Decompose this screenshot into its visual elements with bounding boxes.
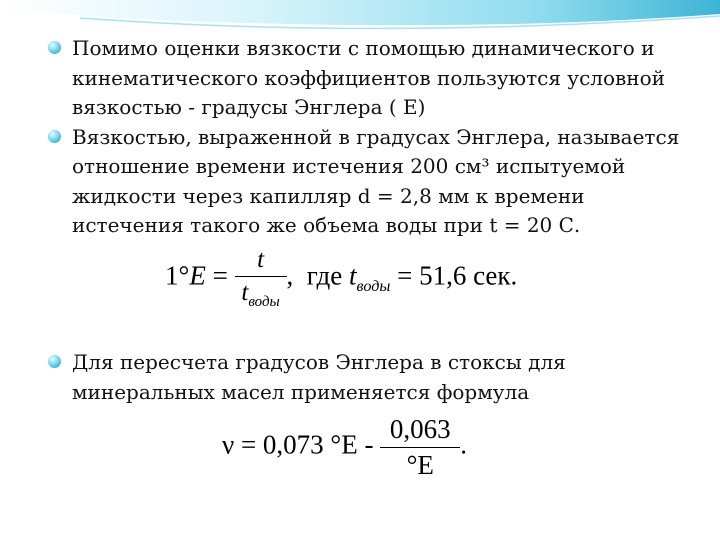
- fraction-numerator: t: [257, 246, 265, 273]
- engler-formula: [165, 246, 517, 311]
- fraction-numerator: 0,063: [389, 414, 451, 444]
- bullet-icon: [48, 355, 61, 368]
- formula2-fraction: [380, 414, 460, 481]
- bullet-text: Вязкостью, выраженной в градусах Энглера, называется отношение времени истечения 200 см³ испытуемой жидкости через капилляр d = 2,8 мм к времени истечения такого же объема воды при t = 20 С.: [72, 124, 680, 237]
- formula-rhs-value: = 51,6 сек.: [390, 260, 518, 291]
- bullet-text: Для пересчета градусов Энглера в стоксы для минеральных масел применяется формула: [72, 350, 566, 404]
- formula-lhs-var: E: [189, 260, 206, 291]
- fraction-bar: [380, 447, 460, 448]
- fraction-denominator: [235, 279, 287, 311]
- formula-fraction: [235, 246, 287, 311]
- bullet-icon: [48, 41, 61, 54]
- den-sub: воды: [248, 294, 280, 310]
- fraction-denominator: °E: [406, 450, 434, 480]
- bullet-item-1: [48, 34, 698, 123]
- bullet-list: [48, 34, 698, 241]
- formula2-lhs: ν = 0,073 °E -: [222, 429, 381, 460]
- den-var: t: [241, 279, 249, 306]
- formula-rhs-sub: воды: [356, 277, 391, 296]
- formula-rhs-var: t: [349, 260, 357, 291]
- formula-comma: ,: [286, 260, 294, 291]
- formula-where: где: [306, 260, 343, 291]
- stokes-formula: [222, 414, 467, 481]
- bullet-item-3: [48, 348, 698, 407]
- bullet-text: Помимо оценки вязкости с помощью динамического и кинематического коэффициентов пользуются условной вязкостью - градусы Энглера ( Е): [72, 36, 665, 119]
- bullet-item-2: [48, 123, 698, 241]
- formula-lhs: 1°: [165, 260, 190, 291]
- formula2-end: .: [460, 429, 467, 460]
- bullet-list-2: [48, 348, 698, 407]
- bullet-icon: [48, 130, 61, 143]
- formula-eq: =: [205, 260, 235, 291]
- fraction-bar: [235, 276, 287, 277]
